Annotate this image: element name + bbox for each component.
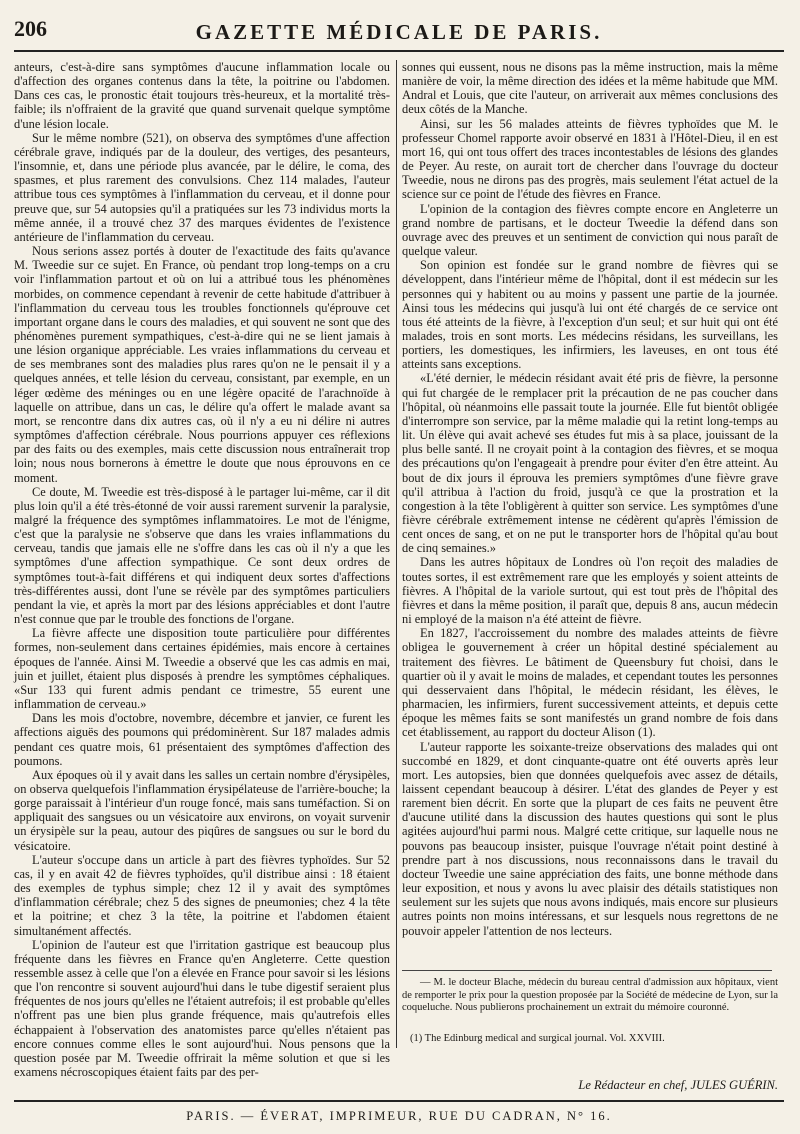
paragraph: «L'été dernier, le médecin résidant avait été pris de fièvre, la personne qui fut chargée de le remplacer prit la précaution de ne pas coucher dans l'hôpital, où néanmoins elle passait toute la journée. Elle fut bientôt obligée d'interrompre son service, par la même maladie qui la retint long-temps au lit. Un élève qui avait achevé ses études fut mis à sa place, jouissant de la plus belle santé. Il ne croyait point à la contagion des fièvres, et se moqua des précautions qu'on l'engageait à prendre pour éviter d'en être atteint. Au bout de dix jours il éprouva les premiers symptômes d'une fièvre grave qu'il attribua à l'action du froid, jusqu'à ce que la prostration et la congestion à la tête l'obligèrent à quitter son service. Les symptômes d'une fièvre cérébrale extrêmement intense ne cédèrent qu'après l'émission de cent onces de sang, et on ne put le transporter hors de l'hôpital qu'au bout de cinq semaines.» xyxy=(402,371,778,556)
paragraph: Ce doute, M. Tweedie est très-disposé à le partager lui-même, car il dit plus loin qu'il a été très-étonné de voir aussi rarement survenir la paralysie, malgré la fréquence des symptômes inflammatoires. Le mot de l'énigme, c'est que la paralysie ne s'observe que dans les vraies inflammations du cerveau, tandis que jamais elle ne s'offre dans les cas où il n'y a que les symptômes d'une affection sympathique. Ce sont deux ordres de symptômes tout-à-fait différens et qui indiquent deux sortes d'affections très-différentes aussi, dont l'une se révèle par des symptômes particuliers pendant la vie, et après la mort par des lésions appréciables et dont l'autre n'est connue que par le trouble des fonctions de l'organe. xyxy=(14,484,390,627)
left-column xyxy=(14,60,390,1080)
paragraph: Son opinion est fondée sur le grand nombre de fièvres qui se développent, dans l'intérieur même de l'hôpital, dont il est médecin sur les personnes qui y habitent ou au moins y passent une partie de la journée. Ainsi tous les médecins qui jusqu'à lui ont été chargés de ce service ont tous été atteints de la fièvre, à l'exception d'un seul; et sur huit qui ont été malades, trois en sont morts. Les médecins résidans, les surveillans, les portiers, les domestiques, les infirmiers, les laveuses, en ont tous été atteints sans exceptions. xyxy=(402,258,778,372)
paragraph: L'opinion de l'auteur est que l'irritation gastrique est beaucoup plus fréquente dans les fièvres en France qu'en Angleterre. Cette question ressemble assez à celle que l'on a élevée en France pour savoir si les lésions que l'on rencontre si souvent aujourd'hui dans le tube digestif seraient plus fréquentes de nos jours qu'elles ne l'étaient autrefois; il est probable qu'elles n'offrent pas une bien plus grande fréquence, mais qu'autrefois elles échappaient à l'observation des anatomistes parce qu'elles n'étaient pas encore connues comme elles le sont aujourd'hui. Nous pensons que la question posée par M. Tweedie offrirait la même solution et que si les examens nécroscopiques étaient faits par des per- xyxy=(14,937,390,1080)
paragraph: En 1827, l'accroissement du nombre des malades atteints de fièvre obligea le gouvernement à créer un hôpital destiné spécialement au traitement des fièvres. Le bâtiment de Queensbury fut choisi, dans le quartier où il y avait le moins de malades, et cependant toutes les personnes qui desservaient dans l'hôpital, le médecin résidant, les élèves, le pharmacien, les infirmiers, furent successivement atteints, et depuis cette époque les mêmes faits se sont manifestés un grand nombre de fois dans cet établissement, au rapport du docteur Alison (1). xyxy=(402,626,778,740)
notice-paragraph: — M. le docteur Blache, médecin du bureau central d'admission aux hôpitaux, vient de remporter le prix pour la question proposée par la Société de médecine de Lyon, sur la coqueluche. Nous publierons prochainement un extrait du mémoire couronné. xyxy=(402,977,778,1013)
footnote: (1) The Edinburg medical and surgical journal. Vol. XXVIII. xyxy=(410,1032,665,1044)
page-header xyxy=(14,14,784,52)
paragraph: Dans les mois d'octobre, novembre, décembre et janvier, ce furent les affections aiguës des poumons qui prédominèrent. Sur 187 malades admis pendant ces quatre mois, 61 présentaient des symptômes d'affection des poumons. xyxy=(14,711,390,768)
editor-signature: Le Rédacteur en chef, JULES GUÉRIN. xyxy=(578,1078,778,1092)
paragraph: sonnes qui eussent, nous ne disons pas la même instruction, mais la même manière de voir, la même direction des idées et la même habitude que MM. Andral et Louis, que cite l'auteur, on arriverait aux mêmes conclusions des deux côtés de la Manche. xyxy=(402,60,778,117)
paragraph: anteurs, c'est-à-dire sans symptômes d'aucune inflammation locale ou d'affection des organes contenus dans la tête, la poitrine ou l'abdomen. Dans ces cas, le pronostic était toujours très-heureux, et la mortalité très-faible; ils n'offraient de la gravité que quand survenait quelque symptôme d'une lésion locale. xyxy=(14,60,390,131)
column-divider xyxy=(396,60,397,1048)
paragraph: Aux époques où il y avait dans les salles un certain nombre d'érysipèles, on observa quelquefois l'inflammation érysipélateuse de l'arrière-bouche; la gorge paraissait à l'intérieur d'un rouge foncé, mais sans tuméfaction. Si on appliquait des sangsues ou un vésicatoire aux environs, on voyait survenir un érysipèle sur la peau, autour des piqûres de sangsues ou sur le bord du vésicatoire. xyxy=(14,767,390,853)
notes-rule xyxy=(402,970,772,971)
paragraph: Ainsi, sur les 56 malades atteints de fièvres typhoïdes que M. le professeur Chomel rapporte avoir observé en 1831 à l'Hôtel-Dieu, il en est mort 16, qui ont tous offert des traces incontestables de lésions des glandes de Peyer. Au reste, on aurait tort de chercher dans l'ouvrage du docteur Tweedie, nous ne dirons pas des progrès, mais seulement l'état actuel de la science sur ce point de l'étude des fièvres en France. xyxy=(402,116,778,202)
printer-imprint: PARIS. — ÉVERAT, IMPRIMEUR, RUE DU CADRAN, N° 16. xyxy=(186,1109,612,1123)
notes-section xyxy=(402,970,778,1053)
right-column xyxy=(402,60,778,962)
journal-title: GAZETTE MÉDICALE DE PARIS. xyxy=(195,20,603,44)
paragraph: L'auteur rapporte les soixante-treize observations des malades qui ont succombé en 1829, et dont cinquante-quatre ont été ouverts après leur mort. Les autopsies, bien que données quelquefois avec assez de détails, laissent cependant beaucoup à désirer. L'état des glandes de Peyer y est rarement bien décrit. En sorte que la plupart de ces faits ne peuvent être d'aucune utilité dans la discussion des hautes questions qui sont le plus agitées aujourd'hui parmi nous. Malgré cette critique, sur laquelle nous ne pouvons pas beaucoup insister, puisque l'ouvrage n'était point destiné à prendre part à nos discussions, nous reconnaissons dans le travail du docteur Tweedie une saine appréciation des faits, une bonne méthode dans leur exposition, et nous y avons lu avec plaisir des détails statistiques non seulement sur les sujets que nous avons indiqués, mais encore sur plusieurs autres points non moins intéressans, et sur lesquels nous regrettons de ne pouvoir appeler l'attention de nos lecteurs. xyxy=(402,739,778,938)
paragraph: Sur le même nombre (521), on observa des symptômes d'une affection cérébrale grave, indiqués par de la douleur, des vertiges, des pesanteurs, l'insomnie, et, dans une période plus avancée, par le délire, le coma, des spasmes, et plus rarement des convulsions. Chez 114 malades, l'auteur attribue tous ces symptômes à l'inflammation du cerveau, et il donne pour preuve que, sur 54 autopsies qu'il a pratiquées sur les 73 individus morts la même année, il a trouvé chez 37 des marques évidentes de l'existence antérieure de l'inflammation du cerveau. xyxy=(14,130,390,244)
paragraph: La fièvre affecte une disposition toute particulière pour différentes formes, non-seulement dans certaines épidémies, mais encore à certaines époques de l'année. Ainsi M. Tweedie a observé que les cas admis en mai, juin et juillet, étaient plus disposés à prendre les symptômes céphaliques. «Sur 133 qui furent admis pendant ce trimestre, 55 eurent une inflammation de cerveau.» xyxy=(14,626,390,712)
page-footer xyxy=(14,1100,784,1128)
paragraph: Dans les autres hôpitaux de Londres où l'on reçoit des maladies de toutes sortes, il est extrêmement rare que les employés y soient atteints de fièvres. A l'hôpital de la variole surtout, qui est tout près de l'hôpital des fièvres et dans la même position, il paraît que, depuis 8 ans, aucun médecin ni employé de la maison n'a été atteint de fièvre. xyxy=(402,555,778,627)
paragraph: L'auteur s'occupe dans un article à part des fièvres typhoïdes. Sur 52 cas, il y en avait 42 de fièvres typhoïdes, qu'il distribue ainsi : 18 étaient des exemples de typhus simple; chez 12 il y avait des symptômes d'inflammation cérébrale; chez 5 des signes de pneumonies; chez 4 la tête et la poitrine; et chez 3 la tête, la poitrine et l'abdomen étaient simultanément affectés. xyxy=(14,852,390,938)
paragraph: L'opinion de la contagion des fièvres compte encore en Angleterre un grand nombre de partisans, et le docteur Tweedie la défend dans son ouvrage avec des preuves et un sentiment de conviction qui nous paraît de quelque valeur. xyxy=(402,201,778,259)
page-number: 206 xyxy=(14,16,47,41)
paragraph: Nous serions assez portés à douter de l'exactitude des faits qu'avance M. Tweedie sur ce sujet. En France, où pendant trop long-temps on a cru voir l'inflammation partout et où on lui a attribué tous les phénomènes morbides, on commence cependant à revenir de cette habitude d'attribuer à l'inflammation du cerveau tous les troubles fonctionnels qu'éprouve cet important organe dans le cours des maladies, et qui souvent ne sont que des phénomènes purement sympathiques, c'est-à-dire qui ne se lient jamais à une lésion organique appréciable. Les vraies inflammations du cerveau et de ses membranes sont des maladies plus rares qu'on ne le pensait il y a quelques années, et telle lésion du cerveau, consistant, par exemple, en un léger œdème des méninges ou en une légère opacité de l'arachnoïde à laquelle on attribue, dans un cas, le délire qu'a offert le malade avant sa mort, se rencontre dans dix autres cas, où il n'y a eu ni délire ni autres symptômes d'affection cérébrale. Nous pourrions appuyer ces réflexions par des faits ou des exemples, mais cette discussion nous entraînerait trop loin; nous nous bornerons à émettre le doute que nous éprouvons en ce moment. xyxy=(14,244,390,485)
